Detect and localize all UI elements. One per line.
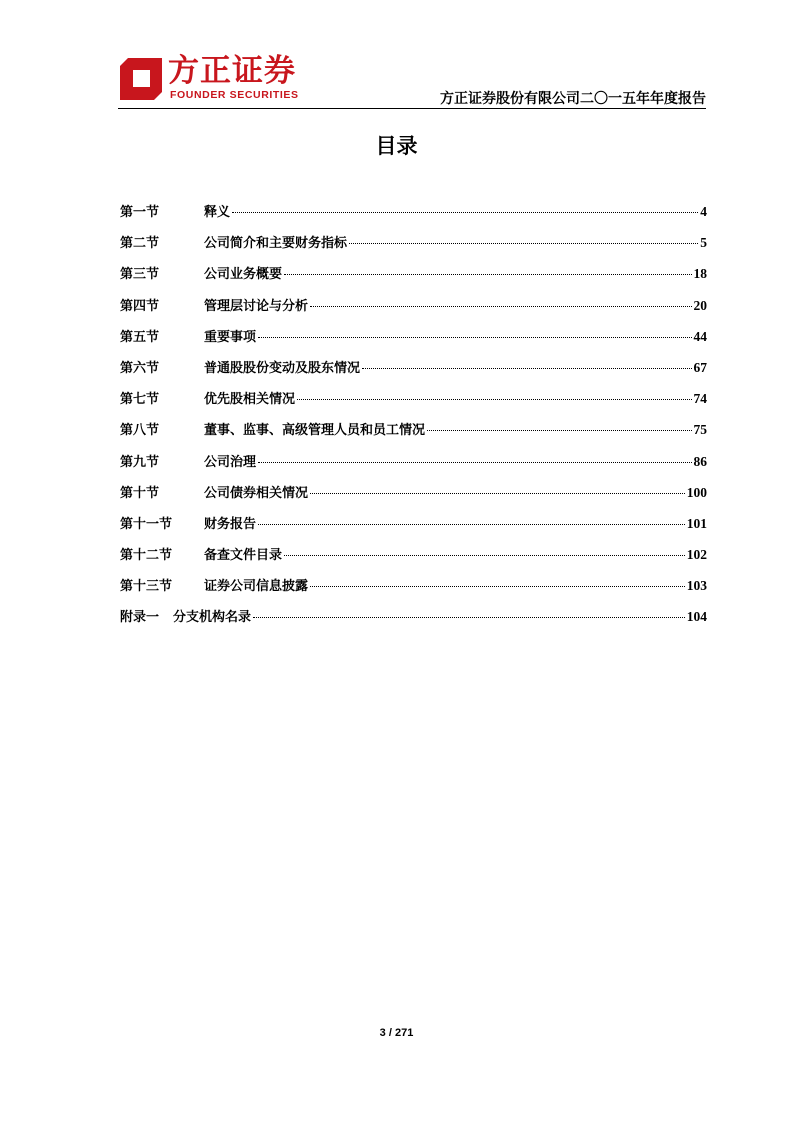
logo-english-text: FOUNDER SECURITIES (170, 89, 299, 101)
toc-section-label: 第十三节 (120, 579, 173, 595)
toc-entry[interactable] (120, 575, 707, 606)
toc-entry-title: 释义 (204, 205, 231, 220)
toc-page-number: 103 (686, 578, 707, 594)
toc-entry[interactable] (120, 606, 707, 637)
toc-entry-title: 财务报告 (204, 516, 257, 532)
toc-entry[interactable] (120, 326, 707, 357)
toc-entry-title: 公司简介和主要财务指标 (204, 236, 348, 252)
toc-page-number: 4 (700, 204, 707, 219)
toc-entry-title: 公司治理 (204, 454, 257, 470)
toc-entry-title: 证券公司信息披露 (204, 579, 309, 595)
toc-entry[interactable] (120, 263, 707, 294)
toc-section-label: 第二节 (120, 236, 160, 252)
toc-section-label: 第十节 (120, 485, 160, 501)
founder-logo-icon (118, 56, 164, 102)
toc-section-label: 第一节 (120, 205, 160, 220)
toc-entry-title: 优先股相关情况 (204, 392, 296, 408)
toc-leader-dots (232, 212, 698, 213)
toc-leader-dots (258, 462, 691, 463)
toc-entry-title: 重要事项 (204, 329, 257, 345)
toc-entry[interactable] (120, 295, 707, 326)
toc-section-label: 第十一节 (120, 516, 173, 532)
toc-leader-dots (284, 274, 691, 275)
toc-page-number: 86 (693, 453, 707, 469)
toc-section-label: 第八节 (120, 423, 160, 439)
toc-page-number: 104 (686, 609, 707, 625)
toc-page-number: 44 (693, 328, 707, 344)
toc-section-label: 第四节 (120, 298, 160, 314)
toc-entry-title: 公司业务概要 (204, 267, 283, 283)
toc-leader-dots (258, 524, 685, 525)
toc-entry[interactable] (120, 419, 707, 450)
toc-section-label: 第五节 (120, 329, 160, 345)
toc-entry-title: 董事、监事、高级管理人员和员工情况 (204, 423, 426, 439)
toc-leader-dots (310, 586, 685, 587)
toc-leader-dots (253, 617, 685, 618)
toc-heading: 目录 (375, 134, 418, 158)
toc-leader-dots (310, 493, 685, 494)
toc-leader-dots (362, 368, 691, 369)
toc-leader-dots (349, 243, 698, 244)
toc-leader-dots (310, 306, 691, 307)
report-title: 方正证券股份有限公司二〇一五年年度报告 (440, 91, 706, 107)
toc-entry-title: 分支机构名录 (173, 610, 252, 626)
toc-entry[interactable] (120, 451, 707, 482)
page-number: 3 / 271 (379, 1027, 414, 1039)
toc-section-label: 第六节 (120, 360, 160, 376)
toc-section-label: 第九节 (120, 454, 160, 470)
toc-entry[interactable] (120, 201, 707, 232)
page-header (118, 52, 706, 108)
toc-leader-dots (284, 555, 685, 556)
toc-entry[interactable] (120, 544, 707, 575)
company-logo (118, 52, 308, 104)
header-divider (118, 108, 706, 109)
toc-entry[interactable] (120, 357, 707, 388)
toc-entry[interactable] (120, 513, 707, 544)
toc-entry-title: 公司债券相关情况 (204, 485, 309, 501)
toc-entry[interactable] (120, 388, 707, 419)
table-of-contents (120, 201, 707, 638)
toc-section-label: 第三节 (120, 267, 160, 283)
toc-page-number: 18 (693, 266, 707, 282)
toc-entry-title: 普通股股份变动及股东情况 (204, 360, 361, 376)
toc-entry[interactable] (120, 482, 707, 513)
toc-leader-dots (427, 430, 691, 431)
toc-section-label: 第十二节 (120, 548, 173, 564)
toc-section-label: 附录一 (120, 610, 160, 626)
toc-page-number: 100 (686, 484, 707, 500)
toc-leader-dots (258, 337, 691, 338)
toc-page-number: 102 (686, 547, 707, 563)
toc-entry-title: 管理层讨论与分析 (204, 298, 309, 314)
toc-section-label: 第七节 (120, 392, 160, 408)
logo-chinese-text: 方正证券 (168, 53, 296, 89)
toc-page-number: 74 (693, 391, 707, 407)
toc-entry[interactable] (120, 232, 707, 263)
toc-leader-dots (297, 399, 691, 400)
toc-page-number: 75 (693, 422, 707, 438)
toc-entry-title: 备查文件目录 (204, 548, 283, 564)
toc-page-number: 5 (700, 235, 707, 251)
toc-page-number: 20 (693, 297, 707, 313)
toc-page-number: 67 (693, 359, 707, 375)
toc-page-number: 101 (686, 515, 707, 531)
